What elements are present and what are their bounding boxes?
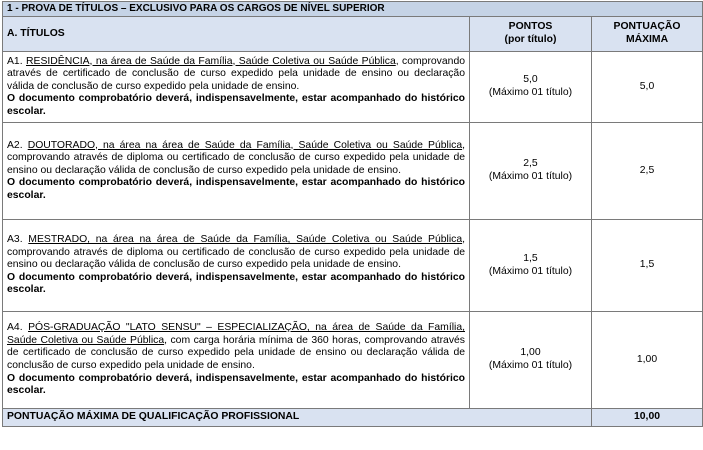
section-header-row <box>3 2 703 17</box>
title-name: PÓS-GRADUAÇÃO "LATO SENSU" – ESPECIALIZAÇÃO, na área de Saúde da Família, Saúde Coletiva ou Saúde Pública <box>7 322 466 346</box>
points-value: 2,5 <box>523 158 538 170</box>
column-header-row <box>3 17 703 52</box>
title-description <box>3 123 470 220</box>
points-limit: (Máximo 01 título) <box>488 171 573 182</box>
title-name: RESIDÊNCIA, na área de Saúde da Família, Saúde Coletiva ou Saúde Pública <box>26 55 396 67</box>
title-note: O documento comprobatório deverá, indispensavelmente, estar acompanhado do histórico escolar. <box>7 93 465 117</box>
title-note: O documento comprobatório deverá, indispensavelmente, estar acompanhado do histórico escolar. <box>7 177 465 201</box>
points-cell <box>470 312 592 409</box>
item-code: A4. <box>7 322 29 334</box>
titles-table <box>2 1 703 427</box>
total-label: PONTUAÇÃO MÁXIMA DE QUALIFICAÇÃO PROFISSIONAL <box>3 409 592 427</box>
table-row <box>3 123 703 220</box>
title-requirements: , comprovando através de diploma ou certificado de conclusão de curso expedido pela unidade de ensino ou declaração válida de conclusão de curso expedido pela unidade de ensino. <box>7 234 466 271</box>
title-description <box>3 220 470 312</box>
max-points-value: 5,0 <box>592 52 703 123</box>
column-header-pontos <box>470 17 592 52</box>
title-name: MESTRADO, na área na área de Saúde da Família, Saúde Coletiva ou Saúde Pública <box>28 234 463 246</box>
column-header-maxima-line1: PONTUAÇÃO <box>613 21 681 33</box>
points-cell <box>470 220 592 312</box>
title-requirements: , comprovando através de diploma ou certificado de conclusão de curso expedido pela unidade de ensino ou declaração válida de conclusão de curso expedido pela unidade de ensino. <box>7 139 465 176</box>
title-description <box>3 312 470 409</box>
column-header-titulos: A. TÍTULOS <box>3 17 470 52</box>
section-title: 1 - PROVA DE TÍTULOS – EXCLUSIVO PARA OS CARGOS DE NÍVEL SUPERIOR <box>3 2 703 17</box>
titles-table-container <box>2 1 703 427</box>
max-points-value: 2,5 <box>592 123 703 220</box>
title-note: O documento comprobatório deverá, indispensavelmente, estar acompanhado do histórico escolar. <box>7 372 465 397</box>
column-header-pontos-line2: (por título) <box>504 34 557 45</box>
table-row <box>3 312 703 409</box>
item-code: A1. <box>7 55 27 67</box>
column-header-pontos-line1: PONTOS <box>508 21 553 33</box>
max-points-value: 1,00 <box>592 312 703 409</box>
column-header-maxima-line2: MÁXIMA <box>625 34 669 45</box>
title-requirements: , com carga horária mínima de 360 horas, comprovando através de certificado de conclusão de curso expedido pela unidade de ensino ou declaração válida de conclusão de curso expedido pela unidade de ensino. <box>7 334 465 371</box>
points-limit: (Máximo 01 título) <box>488 265 573 277</box>
points-value: 1,5 <box>523 252 538 264</box>
title-name: DOUTORADO, na área na área de Saúde da Família, Saúde Coletiva ou Saúde Pública <box>27 139 463 151</box>
points-limit: (Máximo 01 título) <box>488 87 573 98</box>
points-value: 1,00 <box>520 347 541 359</box>
total-row <box>3 409 703 427</box>
title-note: O documento comprobatório deverá, indispensavelmente, estar acompanhado do histórico escolar. <box>7 271 465 296</box>
table-row <box>3 220 703 312</box>
total-value: 10,00 <box>592 409 703 427</box>
table-row <box>3 52 703 123</box>
item-code: A3. <box>7 234 29 246</box>
column-header-maxima <box>592 17 703 52</box>
points-cell <box>470 52 592 123</box>
points-value: 5,0 <box>523 74 538 86</box>
points-limit: (Máximo 01 título) <box>488 360 573 371</box>
item-code: A2. <box>7 139 28 151</box>
points-cell <box>470 123 592 220</box>
title-requirements: , comprovando através de certificado de conclusão de curso expedido pela unidade de ensino ou declaração válida de conclusão de curso expedido pela unidade de ensino. <box>7 55 465 92</box>
max-points-value: 1,5 <box>592 220 703 312</box>
title-description <box>3 52 470 123</box>
